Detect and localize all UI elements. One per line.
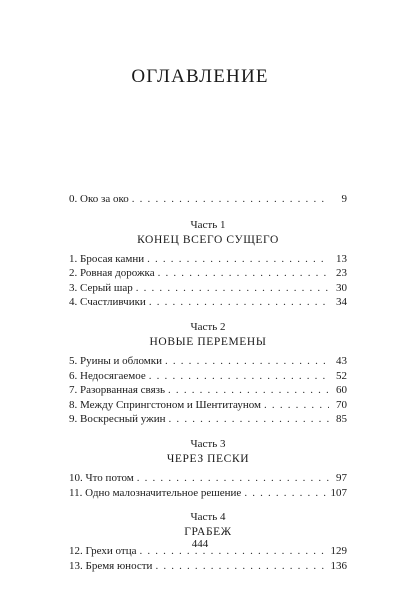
toc-entry[interactable] [69,398,347,413]
spacer [69,310,347,320]
toc-entry[interactable] [69,281,347,296]
toc-entry-label: 13. Бремя юности [69,559,153,572]
toc-entry-page: 9 [341,193,347,205]
toc-entry-page: 97 [336,471,347,484]
toc-entry-page: 70 [336,398,347,411]
toc-entry-page: 30 [336,281,347,294]
toc-entry[interactable] [69,266,347,281]
part-4-label: Часть 4 [190,511,226,524]
toc-entry-page: 43 [336,354,347,367]
toc-entry-page: 52 [336,369,347,382]
toc-entry[interactable] [69,486,347,501]
toc-entry-page: 107 [330,486,347,499]
toc-entry-page: 23 [336,267,347,280]
dot-leader [155,559,327,574]
spacer [69,500,347,510]
part-2-label: Часть 2 [190,320,226,333]
toc-entry-page: 60 [336,384,347,397]
toc-entry[interactable] [69,559,347,574]
spacer [69,427,347,437]
toc-entry[interactable] [69,471,347,486]
dot-leader [149,295,329,310]
dot-leader [147,252,329,267]
dot-leader [137,471,329,486]
table-of-contents [69,192,347,573]
toc-entry-label: 4. Счастливчики [69,296,146,309]
toc-entry-page: 13 [336,252,347,265]
toc-entry-label: 5. Руины и обломки [69,354,162,367]
toc-entry-label: 0. Око за око [69,193,129,205]
toc-entry-prologue[interactable] [69,192,347,207]
toc-entry-page: 85 [336,413,347,426]
dot-leader [244,486,327,501]
toc-entry[interactable] [69,412,347,427]
dot-leader [158,266,329,281]
toc-entry-label: 12. Грехи отца [69,545,137,558]
part-3-title: ЧЕРЕЗ ПЕСКИ [166,452,250,465]
toc-entry-page: 34 [336,296,347,309]
toc-entry-label: 10. Что потом [69,471,134,484]
toc-entry-label: 11. Одно малозначительное решение [69,486,242,499]
dot-leader [264,398,329,413]
toc-entry[interactable] [69,295,347,310]
page-title: ОГЛАВЛЕНИЕ [131,66,269,87]
dot-leader [168,383,329,398]
toc-entry-page: 129 [330,545,347,558]
dot-leader [132,192,329,207]
part-3-label: Часть 3 [190,437,226,450]
part-4-title: ГРАБЕЖ [184,526,232,539]
dot-leader [136,281,329,296]
page-number: 444 [191,538,209,550]
dot-leader [169,412,329,427]
toc-entry-label: 3. Серый шар [69,281,133,294]
part-1-label: Часть 1 [190,218,226,231]
toc-entry-label: 1. Бросая камни [69,252,145,265]
toc-entry[interactable] [69,369,347,384]
toc-entry-label: 8. Между Спрингстоном и Шентитауном [69,398,262,411]
part-1-title: КОНЕЦ ВСЕГО СУЩЕГО [137,233,279,246]
toc-entry-label: 2. Ровная дорожка [69,267,155,280]
toc-entry[interactable] [69,252,347,267]
toc-entry-label: 7. Разорванная связь [69,384,166,397]
dot-leader [149,369,329,384]
toc-entry[interactable] [69,383,347,398]
toc-entry[interactable] [69,354,347,369]
toc-entry-label: 6. Недосягаемое [69,369,146,382]
dot-leader [165,354,329,369]
toc-entry-label: 9. Воскресный ужин [69,413,166,426]
spacer [69,207,347,218]
toc-entry-page: 136 [330,559,347,572]
part-2-title: НОВЫЕ ПЕРЕМЕНЫ [149,335,267,348]
